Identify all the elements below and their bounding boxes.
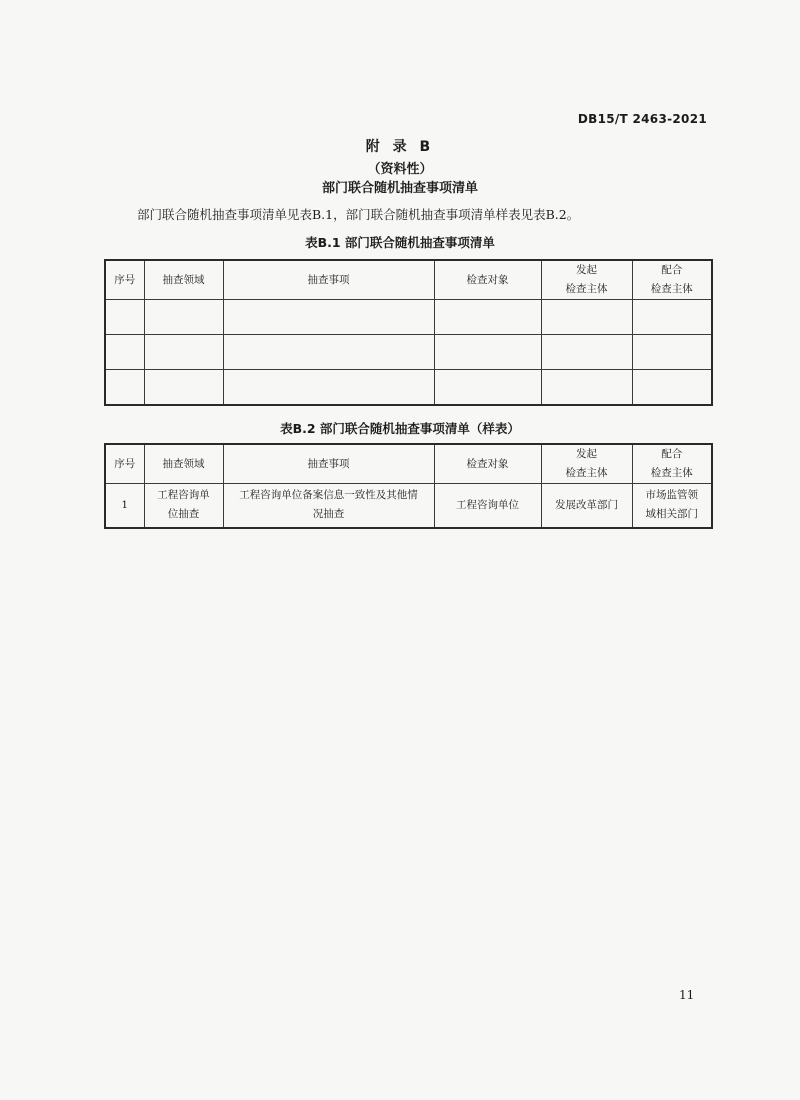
table-cell bbox=[434, 370, 541, 405]
col-cooperator-line2: 检查主体 bbox=[650, 283, 693, 295]
table-cell bbox=[541, 335, 632, 370]
table-row bbox=[105, 370, 712, 405]
col-initiator-line2: 检查主体 bbox=[565, 467, 608, 479]
row-item-line2: 况抽查 bbox=[312, 508, 345, 521]
col-item-header: 抽查事项 bbox=[223, 260, 434, 300]
appendix-title: 附 录 B bbox=[365, 139, 435, 155]
col-cooperator-header bbox=[632, 444, 712, 484]
row-item bbox=[223, 484, 434, 528]
row-object: 工程咨询单位 bbox=[434, 484, 541, 528]
row-serial: 1 bbox=[105, 484, 144, 528]
page-number: 11 bbox=[679, 988, 695, 1002]
table-cell bbox=[541, 300, 632, 335]
col-cooperator-line1: 配合 bbox=[661, 448, 683, 460]
row-field-line2: 位抽查 bbox=[167, 508, 200, 521]
intro-paragraph: 部门联合随机抽查事项清单见表B.1，部门联合随机抽查事项清单样表见表B.2。 bbox=[137, 207, 580, 222]
table-cell bbox=[541, 370, 632, 405]
table-cell bbox=[144, 370, 223, 405]
col-cooperator-line2: 检查主体 bbox=[650, 467, 693, 479]
table-cell bbox=[223, 300, 434, 335]
document-code: DB15/T 2463-2021 bbox=[577, 112, 707, 126]
col-item-header: 抽查事项 bbox=[223, 444, 434, 484]
col-initiator-line2: 检查主体 bbox=[565, 283, 608, 295]
col-field-header: 抽查领域 bbox=[144, 260, 223, 300]
row-cooperator-line2: 域相关部门 bbox=[645, 508, 698, 521]
col-cooperator-line1: 配合 bbox=[661, 264, 683, 276]
row-field bbox=[144, 484, 223, 528]
table-cell bbox=[434, 300, 541, 335]
table-cell bbox=[223, 335, 434, 370]
col-object-header: 检查对象 bbox=[434, 444, 541, 484]
table-cell bbox=[105, 335, 144, 370]
row-field-line1: 工程咨询单 bbox=[157, 489, 210, 502]
table-cell bbox=[632, 300, 712, 335]
row-initiator: 发展改革部门 bbox=[541, 484, 632, 528]
col-serial-header: 序号 bbox=[105, 444, 144, 484]
col-field-header: 抽查领域 bbox=[144, 444, 223, 484]
table-cell bbox=[223, 370, 434, 405]
row-item-line1: 工程咨询单位备案信息一致性及其他情 bbox=[239, 489, 418, 502]
table-cell bbox=[632, 370, 712, 405]
table-cell bbox=[105, 370, 144, 405]
col-cooperator-header bbox=[632, 260, 712, 300]
table-header-row bbox=[105, 260, 712, 300]
table-b1-caption: 表B.1 部门联合随机抽查事项清单 bbox=[305, 235, 495, 250]
col-initiator-line1: 发起 bbox=[576, 264, 597, 276]
table-row bbox=[105, 484, 712, 528]
table-cell bbox=[434, 335, 541, 370]
table-cell bbox=[105, 300, 144, 335]
col-initiator-header bbox=[541, 260, 632, 300]
table-row bbox=[105, 300, 712, 335]
row-cooperator bbox=[632, 484, 712, 528]
table-cell bbox=[144, 300, 223, 335]
table-row bbox=[105, 335, 712, 370]
col-initiator-line1: 发起 bbox=[576, 448, 597, 460]
table-b1 bbox=[104, 259, 713, 406]
col-serial-header: 序号 bbox=[105, 260, 144, 300]
row-cooperator-line1: 市场监管领 bbox=[645, 489, 698, 502]
table-cell bbox=[144, 335, 223, 370]
appendix-type: （资料性） bbox=[367, 162, 433, 177]
appendix-name: 部门联合随机抽查事项清单 bbox=[321, 181, 478, 196]
col-object-header: 检查对象 bbox=[434, 260, 541, 300]
table-b2 bbox=[104, 443, 713, 529]
table-header-row bbox=[105, 444, 712, 484]
table-cell bbox=[632, 335, 712, 370]
col-initiator-header bbox=[541, 444, 632, 484]
table-b2-caption: 表B.2 部门联合随机抽查事项清单（样表） bbox=[280, 421, 520, 436]
